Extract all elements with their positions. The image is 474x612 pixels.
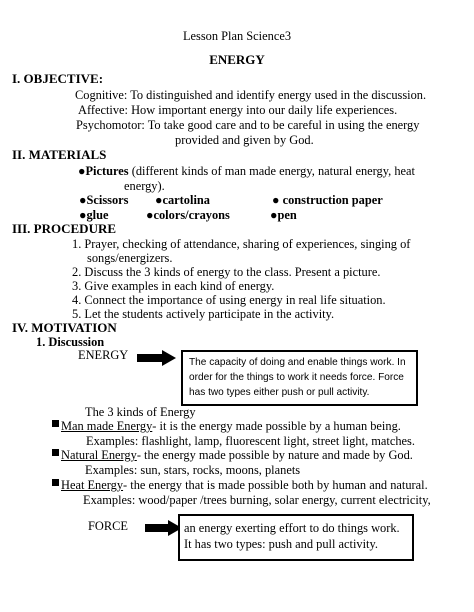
- natural-examples: Examples: sun, stars, rocks, moons, planets: [85, 463, 301, 477]
- square-bullet-icon: [52, 420, 59, 427]
- motivation-heading: IV. MOTIVATION: [12, 320, 117, 335]
- man-made-term: Man made Energy: [61, 419, 153, 433]
- energy-label: ENERGY: [78, 348, 129, 362]
- procedure-step: 5. Let the students actively participate in the activity.: [72, 307, 335, 321]
- materials-construction-paper: ● construction paper: [272, 193, 383, 207]
- document-title: ENERGY: [209, 52, 265, 67]
- materials-pictures-label: ●Pictures: [78, 164, 129, 178]
- objective-cognitive: Cognitive: To distinguished and identify energy used in the discussion.: [75, 88, 427, 102]
- procedure-step: songs/energizers.: [87, 251, 173, 265]
- procedure-step: 4. Connect the importance of using energy in real life situation.: [72, 293, 386, 307]
- heat-definition: - the energy that is made possible both by human and natural.: [123, 478, 428, 492]
- motivation-discussion: 1. Discussion: [36, 335, 105, 349]
- materials-cartolina: ●cartolina: [155, 193, 210, 207]
- energy-definition-line: The capacity of doing and enable things work. In: [189, 357, 406, 368]
- materials-scissors: ●Scissors: [79, 193, 129, 207]
- natural-energy: [61, 448, 413, 462]
- natural-definition: - the energy made possible by nature and made by God.: [136, 448, 413, 462]
- energy-definition-line: has two types either push or pull activity.: [189, 387, 370, 398]
- right-arrow-icon: [136, 349, 178, 367]
- heat-examples: Examples: wood/paper /trees burning, solar energy, current electricity,: [83, 493, 431, 507]
- square-bullet-icon: [52, 479, 59, 486]
- heat-energy: [61, 478, 428, 492]
- force-label: FORCE: [88, 519, 128, 533]
- man-made-examples: Examples: flashlight, lamp, fluorescent light, street light, matches.: [86, 434, 415, 448]
- materials-pen: ●pen: [270, 208, 297, 222]
- materials-heading: II. MATERIALS: [12, 147, 107, 162]
- materials-glue: ●glue: [79, 208, 109, 222]
- force-definition-line: It has two types: push and pull activity.: [184, 537, 378, 551]
- natural-term: Natural Energy: [61, 448, 137, 462]
- square-bullet-icon: [52, 449, 59, 456]
- force-definition-box: [178, 514, 414, 561]
- materials-pictures: [78, 164, 415, 178]
- man-made-energy: [61, 419, 401, 433]
- energy-definition-line: order for the things to work it needs force. Force: [189, 372, 404, 383]
- materials-colors: ●colors/crayons: [146, 208, 230, 222]
- procedure-step: 2. Discuss the 3 kinds of energy to the class. Present a picture.: [72, 265, 381, 279]
- procedure-step: 1. Prayer, checking of attendance, sharing of experiences, singing of: [72, 237, 411, 251]
- objective-affective: Affective: How important energy into our daily life experiences.: [78, 103, 398, 117]
- man-made-definition: - it is the energy made possible by a human being.: [152, 419, 401, 433]
- energy-definition-box: [181, 350, 418, 406]
- kinds-heading: The 3 kinds of Energy: [85, 405, 196, 419]
- procedure-step: 3. Give examples in each kind of energy.: [72, 279, 275, 293]
- objective-psychomotor: Psychomotor: To take good care and to be careful in using the energy: [76, 118, 420, 132]
- objective-psychomotor-cont: provided and given by God.: [175, 133, 314, 147]
- force-definition-line: an energy exerting effort to do things work.: [184, 521, 400, 535]
- objective-heading: I. OBJECTIVE:: [12, 71, 104, 86]
- procedure-heading: III. PROCEDURE: [12, 221, 117, 236]
- heat-term: Heat Energy: [61, 478, 124, 492]
- materials-pictures-cont: energy).: [124, 179, 165, 193]
- document-header: Lesson Plan Science3: [182, 29, 292, 43]
- materials-pictures-text: (different kinds of man made energy, natural energy, heat: [128, 164, 415, 178]
